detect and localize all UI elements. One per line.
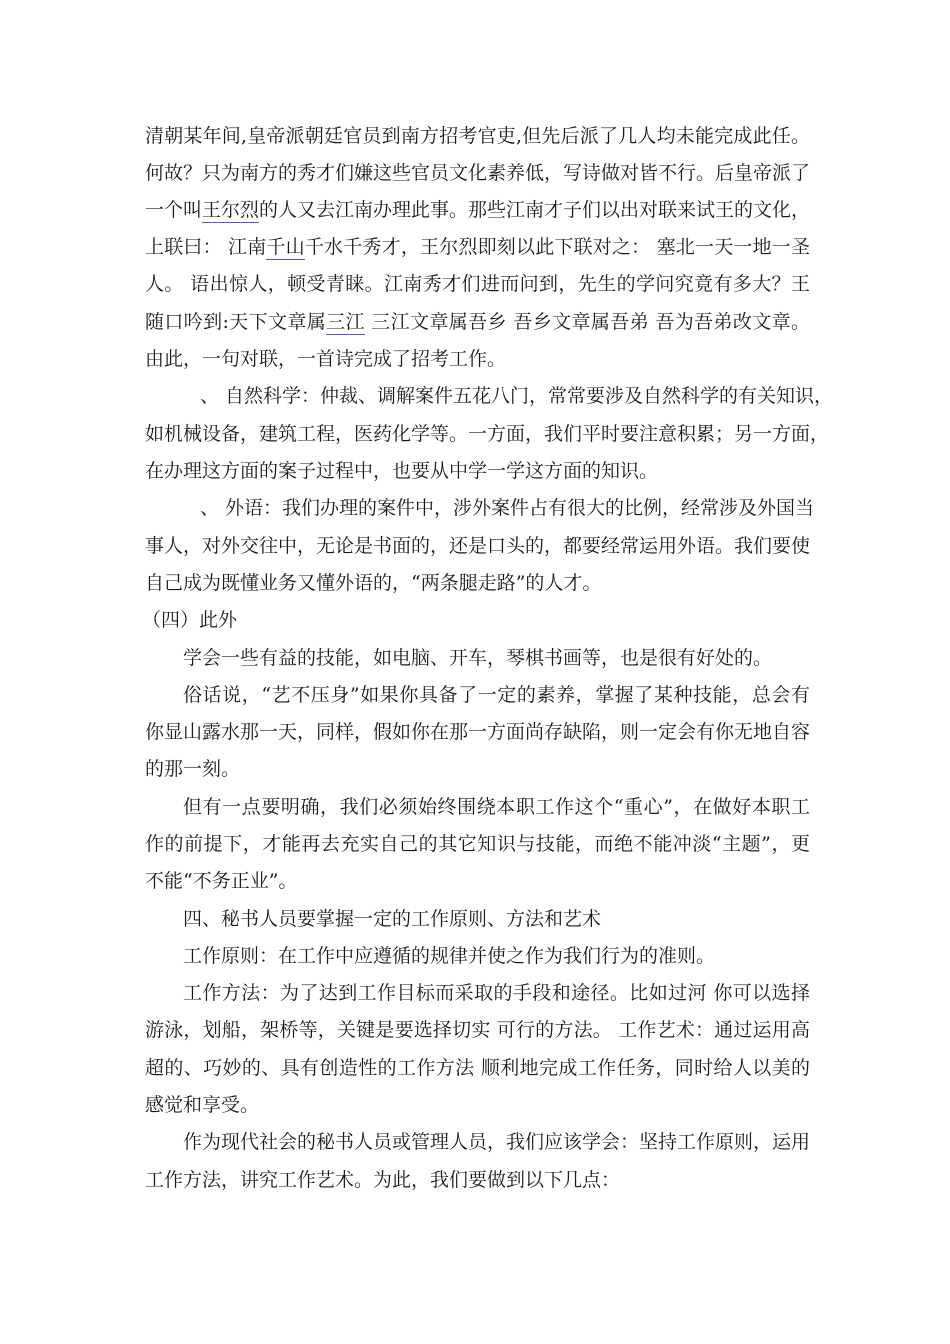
text-line: 但有一点要明确，我们必须始终围绕本职工作这个“重心”，在做好本职工 — [183, 796, 810, 818]
text-line: 上联曰： 江南千山千水千秀才，王尔烈即刻以此下联对之： 塞北一天一地一圣 — [145, 236, 810, 258]
text-line: 作的前提下，才能再去充实自己的其它知识与技能，而绝不能冲淡“主题”，更 — [145, 833, 810, 855]
underlined-term: 三江 — [326, 311, 365, 333]
text-line: 由此，一句对联，一首诗完成了招考工作。 — [145, 348, 507, 370]
text-line: 人。 语出惊人，顿受青睐。江南秀才们进而问到，先生的学问究竟有多大？王 — [145, 273, 810, 295]
text-line: 超的、巧妙的、具有创造性的工作方法 顺利地完成工作任务，同时给人以美的 — [145, 1057, 810, 1079]
text-line: 一个叫王尔烈的人又去江南办理此事。那些江南才子们以出对联来试王的文化， — [145, 199, 811, 221]
text-line: 感觉和享受。 — [145, 1094, 260, 1116]
text-line: 游泳，划船，架桥等，关键是要选择切实 可行的方法。 工作艺术：通过运用高 — [145, 1019, 810, 1041]
text-line: 俗话说，“艺不压身”如果你具备了一定的素养，掌握了某种技能，总会有 — [183, 684, 810, 706]
text-line: 随口吟到:天下文章属三江 三江文章属吾乡 吾乡文章属吾弟 吾为吾弟改文章。 — [145, 311, 810, 333]
text-line: 何故？只为南方的秀才们嫌这些官员文化素养低，写诗做对皆不行。后皇帝派了 — [145, 162, 811, 184]
text-line: 不能“不务正业”。 — [145, 870, 298, 892]
text-line: 作为现代社会的秘书人员或管理人员，我们应该学会：坚持工作原则，运用 — [183, 1131, 811, 1153]
text-line: 工作方法，讲究工作艺术。为此，我们要做到以下几点： — [145, 1169, 621, 1191]
text-line: 、 自然科学：仲裁、调解案件五花八门，常常要涉及自然科学的有关知识， — [200, 385, 834, 407]
underlined-name: 王尔烈 — [202, 199, 260, 221]
underlined-term: 千山 — [266, 236, 305, 258]
text-line: 、 外语：我们办理的案件中，涉外案件占有很大的比例，经常涉及外国当 — [200, 497, 815, 519]
text-line: 学会一些有益的技能，如电脑、开车，琴棋书画等，也是很有好处的。 — [183, 647, 773, 669]
text-line: 事人，对外交往中，无论是书面的，还是口头的，都要经常运用外语。我们要使 — [145, 535, 811, 557]
text-line: 自己成为既懂业务又懂外语的，“两条腿走路”的人才。 — [145, 572, 602, 594]
text-line: 工作方法：为了达到工作目标而采取的手段和途径。比如过河 你可以选择 — [183, 982, 810, 1004]
text-line: 清朝某年间,皇帝派朝廷官员到南方招考官吏,但先后派了几人均未能完成此任。 — [145, 125, 810, 147]
section-heading: 四、秘书人员要掌握一定的工作原则、方法和艺术 — [183, 908, 602, 930]
text-line: 你显山露水那一天，同样，假如你在那一方面尚存缺陷，则一定会有你无地自容 — [145, 721, 811, 743]
section-heading: （四）此外 — [142, 609, 238, 631]
text-line: 工作原则：在工作中应遵循的规律并使之作为我们行为的准则。 — [183, 945, 716, 967]
text-line: 在办理这方面的案子过程中，也要从中学一学这方面的知识。 — [145, 460, 659, 482]
text-line: 的那一刻。 — [145, 758, 241, 780]
text-line: 如机械设备，建筑工程，医药化学等。一方面，我们平时要注意积累；另一方面， — [145, 423, 830, 445]
